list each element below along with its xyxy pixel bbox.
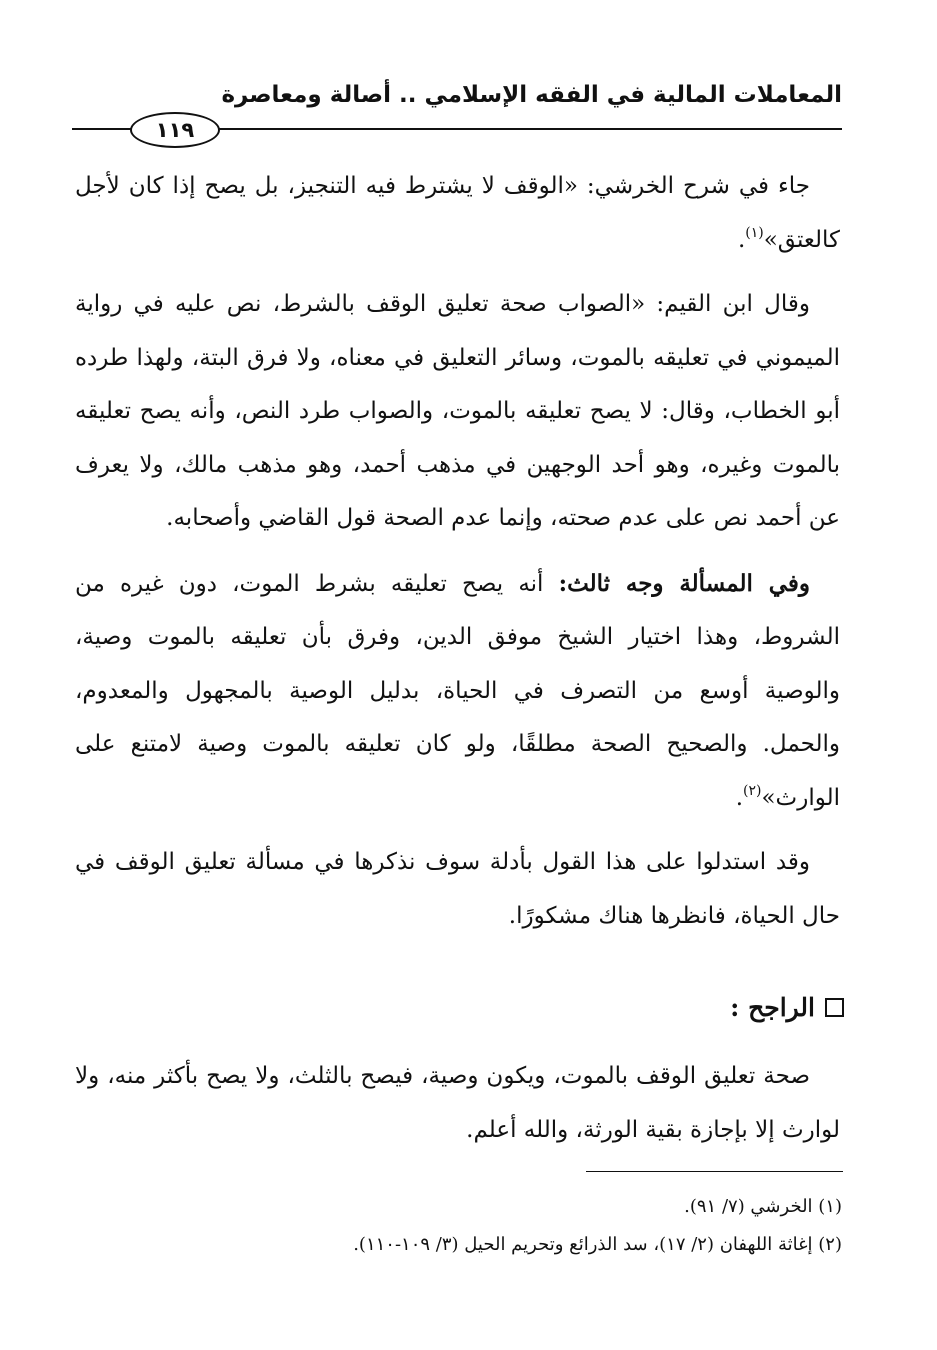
paragraph-conclusion: صحة تعليق الوقف بالموت، ويكون وصية، فيصح بالثلث، ولا يصح بأكثر منه، ولا لوارث إلا بإجازة بقية الورثة، والله أعلم. <box>75 1063 840 1143</box>
footnote-ref-2[interactable]: (٢) <box>743 782 762 799</box>
checkbox-square-icon <box>825 998 844 1017</box>
conclusion-text <box>75 1050 840 1157</box>
paragraph-third-view <box>75 557 840 826</box>
paragraph-end: . <box>737 226 746 253</box>
footnotes <box>77 1188 842 1264</box>
footnote-ref-1[interactable]: (١) <box>745 224 764 241</box>
paragraph-text: وقال ابن القيم: «الصواب صحة تعليق الوقف بالشرط، نص عليه في رواية الميموني في تعليقه بالموت، وسائر التعليق في معناه، ولا فرق البتة، ولهذا طرده أبو الخطاب، وقال: لا يصح تعليقه بالموت، والصواب طرد النص، وأنه يصح تعليقه بالموت وغيره، وهو أحد الوجهين في مذهب أحمد، وهو مذهب مالك، ولا يعرف عن أحمد نص على عدم صحته، وإنما عدم الصحة قول القاضي وأصحابه. <box>75 291 840 531</box>
paragraph-ibn-qayyim-quote <box>75 278 840 546</box>
main-text <box>75 160 840 954</box>
paragraph-text: أنه يصح تعليقه بشرط الموت، دون غيره من الشروط، وهذا اختيار الشيخ موفق الدين، وفرق بأن تعليقه بالموت وصية، والوصية أوسع من التصرف في الحياة، بدليل الوصية بالمجهول والمعدوم، والحمل. والصحيح الصحة مطلقًا، ولو كان تعليقه بالموت وصية لامتنع على الوارث» <box>75 570 840 811</box>
paragraph-end: . <box>735 784 744 811</box>
section-heading-label: الراجح : <box>730 993 815 1022</box>
footnote-rule <box>586 1171 843 1172</box>
paragraph-kharashi-quote <box>75 160 840 267</box>
paragraph-text: وقد استدلوا على هذا القول بأدلة سوف نذكرها في مسألة تعليق الوقف في حال الحياة، فانظرها هناك مشكورًا. <box>75 849 840 929</box>
footnote-2: (٢) إغاثة اللهفان (٢/ ١٧)، سد الذرائع وتحريم الحيل (٣/ ١٠٩-١١٠). <box>353 1234 842 1255</box>
paragraph-text: جاء في شرح الخرشي: «الوقف لا يشترط فيه التنجيز، بل يصح إذا كان لأجل كالعتق» <box>75 173 840 253</box>
section-heading <box>730 990 844 1026</box>
paragraph-lead: وفي المسألة وجه ثالث: <box>558 569 810 597</box>
page-number: ١١٩ <box>130 112 220 148</box>
paragraph-evidence <box>75 836 840 943</box>
running-title: المعاملات المالية في الفقه الإسلامي .. أصالة ومعاصرة <box>221 82 842 108</box>
footnote-1: (١) الخرشي (٧/ ٩١). <box>684 1196 842 1217</box>
